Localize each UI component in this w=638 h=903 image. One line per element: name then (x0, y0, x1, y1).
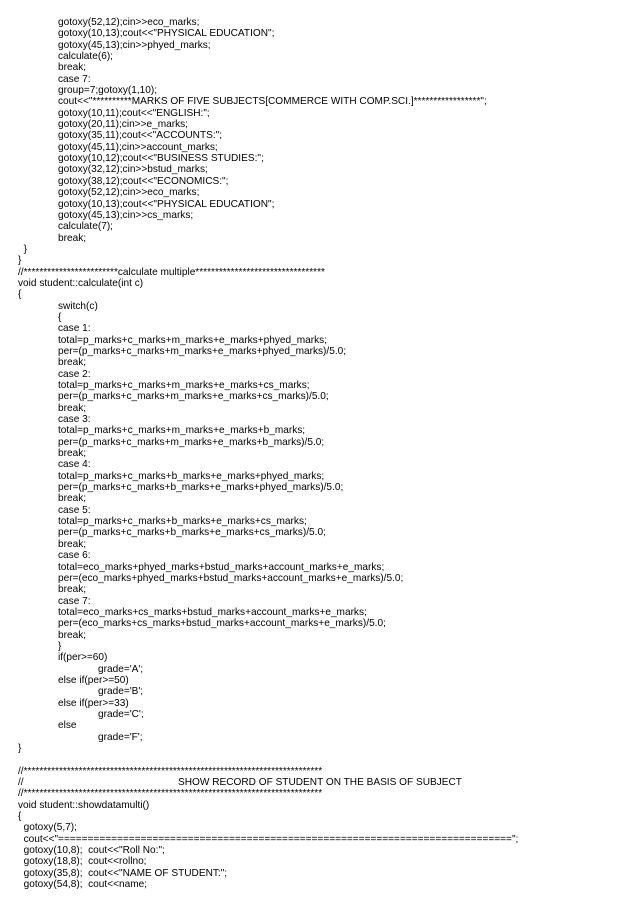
code-line: gotoxy(45,13);cin>>phyed_marks; (18, 39, 211, 51)
code-line: break; (18, 448, 87, 460)
code-line: grade='F'; (18, 731, 143, 743)
code-line: gotoxy(45,11);cin>>account_marks; (18, 141, 218, 153)
code-line: group=7;gotoxy(1,10); (18, 85, 158, 97)
code-line: calculate(7); (18, 221, 113, 233)
code-line: case 2: (18, 368, 91, 380)
code-line: per=(p_marks+c_marks+m_marks+e_marks+phyed_marks)/5.0; (18, 345, 347, 357)
code-line: else if(per>=33) (18, 697, 129, 709)
code-line: break; (18, 584, 87, 596)
code-line: //**************************************************************************** (18, 765, 323, 777)
code-line: per=(p_marks+c_marks+b_marks+e_marks+cs_marks)/5.0; (18, 527, 326, 539)
code-line: total=p_marks+c_marks+b_marks+e_marks+phyed_marks; (18, 470, 325, 482)
code-line: break; (18, 357, 87, 369)
code-line: { (18, 811, 22, 823)
code-line: { (18, 311, 62, 323)
code-line: grade='A'; (18, 663, 144, 675)
code-line: switch(c) (18, 300, 98, 312)
code-line: per=(eco_marks+phyed_marks+bstud_marks+account_marks+e_marks)/5.0; (18, 572, 404, 584)
code-line: case 3: (18, 414, 91, 426)
code-line: gotoxy(18,8); cout<<rollno; (18, 856, 147, 868)
code-line: } (18, 743, 22, 754)
code-line: gotoxy(20,11);cin>>e_marks; (18, 119, 188, 131)
code-line: gotoxy(38,12);cout<<"ECONOMICS:"; (18, 175, 229, 187)
code-line: gotoxy(35,8); cout<<"NAME OF STUDENT:"; (18, 867, 228, 879)
source-code-listing (18, 17, 628, 890)
code-line: per=(p_marks+c_marks+b_marks+e_marks+phyed_marks)/5.0; (18, 482, 344, 494)
code-line: grade='C'; (18, 708, 144, 720)
code-line: gotoxy(10,13);cout<<"PHYSICAL EDUCATION"; (18, 198, 275, 210)
code-line: break; (18, 629, 87, 641)
code-line: // SHOW RECORD OF STUDENT ON THE BASIS OF SUBJECT (18, 777, 462, 789)
code-line: total=p_marks+c_marks+m_marks+e_marks+phyed_marks; (18, 334, 327, 346)
code-line (18, 754, 628, 765)
code-line: gotoxy(10,8); cout<<"Roll No:"; (18, 845, 165, 857)
code-line: break; (18, 62, 87, 74)
code-line: gotoxy(35,11);cout<<"ACCOUNTS:"; (18, 130, 223, 142)
code-line: total=eco_marks+phyed_marks+bstud_marks+account_marks+e_marks; (18, 561, 385, 573)
code-line: per=(p_marks+c_marks+m_marks+e_marks+b_marks)/5.0; (18, 436, 325, 448)
code-line: total=p_marks+c_marks+b_marks+e_marks+cs_marks; (18, 516, 307, 528)
code-line: case 5: (18, 504, 91, 516)
code-line: break; (18, 232, 87, 244)
code-line: gotoxy(52,12);cin>>eco_marks; (18, 17, 200, 28)
code-line: total=p_marks+c_marks+m_marks+e_marks+b_marks; (18, 425, 306, 437)
code-line: gotoxy(54,8); cout<<name; (18, 879, 148, 891)
code-line: //************************calculate multiple********************************* (18, 266, 325, 278)
code-line: { (18, 289, 22, 301)
code-line: break; (18, 402, 87, 414)
code-line: cout<<"============================================================================="; (18, 833, 519, 845)
code-line: break; (18, 493, 87, 505)
code-line: gotoxy(10,11);cout<<"ENGLISH:"; (18, 107, 210, 119)
code-line: void student::showdatamulti() (18, 799, 150, 811)
code-line: per=(eco_marks+cs_marks+bstud_marks+account_marks+e_marks)/5.0; (18, 618, 386, 630)
code-line: gotoxy(10,12);cout<<"BUSINESS STUDIES:"; (18, 153, 264, 165)
code-line: calculate(6); (18, 51, 113, 63)
code-line: } (18, 255, 22, 267)
code-line: grade='B'; (18, 686, 144, 698)
code-line: gotoxy(32,12);cin>>bstud_marks; (18, 164, 208, 176)
code-line: case 6: (18, 550, 91, 562)
code-line: total=p_marks+c_marks+m_marks+e_marks+cs_marks; (18, 380, 310, 391)
code-line: if(per>=60) (18, 652, 108, 664)
code-line: gotoxy(52,12);cin>>eco_marks; (18, 187, 200, 199)
code-line: } (18, 640, 62, 652)
code-line: gotoxy(10,13);cout<<"PHYSICAL EDUCATION"; (18, 28, 275, 40)
code-line: else (18, 720, 77, 732)
code-line: case 4: (18, 459, 91, 471)
code-line: case 7: (18, 595, 91, 607)
code-line: } (18, 243, 27, 255)
code-line: cout<<"**********MARKS OF FIVE SUBJECTS[COMMERCE WITH COMP.SCI.]*****************"; (18, 96, 487, 108)
code-line: total=eco_marks+cs_marks+bstud_marks+account_marks+e_marks; (18, 606, 367, 618)
code-line: void student::calculate(int c) (18, 277, 144, 289)
code-line: break; (18, 538, 87, 550)
code-line: gotoxy(5,7); (18, 822, 77, 834)
code-line: case 1: (18, 323, 91, 335)
code-line: per=(p_marks+c_marks+m_marks+e_marks+cs_marks)/5.0; (18, 391, 329, 403)
code-line: //**************************************************************************** (18, 788, 323, 800)
code-line: gotoxy(45,13);cin>>cs_marks; (18, 209, 194, 221)
code-line: else if(per>=50) (18, 674, 129, 686)
code-line: case 7: (18, 73, 91, 85)
